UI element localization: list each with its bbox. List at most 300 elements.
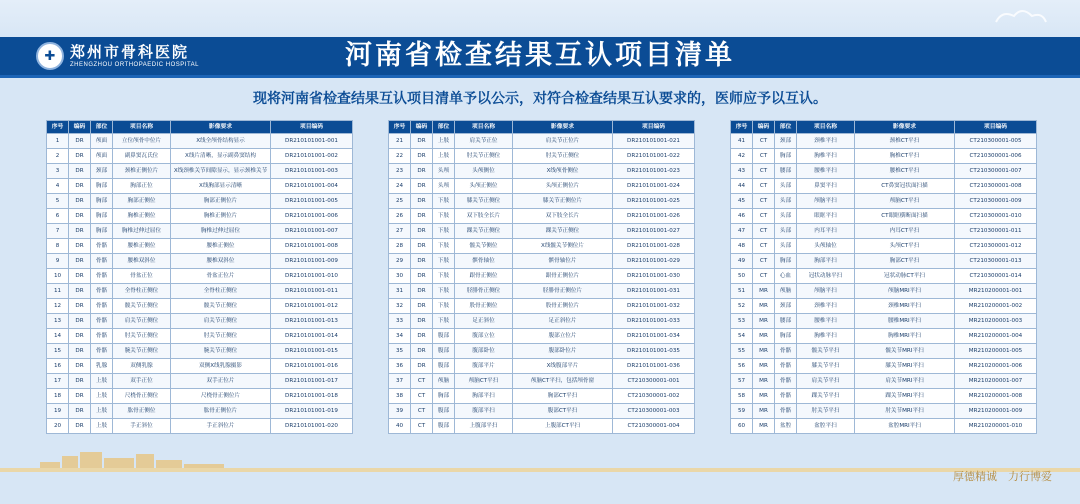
- table-cell: CT210300001-014: [955, 269, 1037, 284]
- table-cell: MR: [753, 389, 775, 404]
- table-row: [731, 194, 1037, 209]
- table-cell: CT眼眶横断面扫描: [855, 209, 955, 224]
- table-cell: DR: [411, 254, 433, 269]
- table-cell: X线片清晰，显示副鼻窦结构: [171, 149, 271, 164]
- footer-slogan: 厚德精诚 力行博爱: [953, 470, 1052, 483]
- table-cell: CT: [411, 404, 433, 419]
- table-cell: 上肢: [91, 404, 113, 419]
- table-cell: DR: [411, 209, 433, 224]
- table-row: [389, 329, 695, 344]
- table-cell: CT210300001-013: [955, 254, 1037, 269]
- table-cell: 跟骨正侧位片: [513, 269, 613, 284]
- table-cell: 头颅轴位: [797, 239, 855, 254]
- table-cell: X线胸部显示清晰: [171, 179, 271, 194]
- table-cell: 35: [389, 344, 411, 359]
- table-cell: CT210300001-010: [955, 209, 1037, 224]
- table-cell: 颈椎CT平扫: [855, 134, 955, 149]
- table-cell: 髋关节平扫: [797, 344, 855, 359]
- table-cell: 颅脑平扫: [797, 194, 855, 209]
- table-cell: 头颅CT平扫: [855, 239, 955, 254]
- table-cell: 双下肢全长片: [513, 209, 613, 224]
- table-cell: CT210300001-012: [955, 239, 1037, 254]
- table-cell: 3: [47, 164, 69, 179]
- table-row: [731, 134, 1037, 149]
- table-row: [389, 224, 695, 239]
- table-cell: DR210101001-014: [271, 329, 353, 344]
- table-cell: 49: [731, 254, 753, 269]
- table-cell: 25: [389, 194, 411, 209]
- table-cell: 下肢: [433, 194, 455, 209]
- table-cell: 37: [389, 374, 411, 389]
- table-cell: DR210101001-030: [613, 269, 695, 284]
- table-row: [47, 344, 353, 359]
- table-cell: 胸部CT平扫: [513, 389, 613, 404]
- table-cell: 肘关节正侧位: [513, 149, 613, 164]
- table-cell: 胸部CT平扫: [855, 254, 955, 269]
- table-cell: 颈部: [91, 164, 113, 179]
- table-cell: MR210200001-010: [955, 419, 1037, 434]
- table-cell: 腕关节正侧位: [171, 344, 271, 359]
- table-cell: CT210300001-007: [955, 164, 1037, 179]
- table-cell: 肩关节平扫: [797, 374, 855, 389]
- table-row: [389, 389, 695, 404]
- table-row: [731, 314, 1037, 329]
- table-cell: 腹部立位: [455, 329, 513, 344]
- table-cell: 胸部正位: [113, 179, 171, 194]
- table-cell: 冠状动脉CT平扫: [855, 269, 955, 284]
- table-row: [389, 374, 695, 389]
- table-cell: 肘关节MRI平扫: [855, 404, 955, 419]
- table-cell: 胸椎平扫: [797, 329, 855, 344]
- table-row: [389, 194, 695, 209]
- table-cell: 头颅: [433, 179, 455, 194]
- table-cell: CT210300001-006: [955, 149, 1037, 164]
- table-cell: CT鼻窦冠状面扫描: [855, 179, 955, 194]
- table-cell: 盆腔MRI平扫: [855, 419, 955, 434]
- table-cell: 踝关节正侧位: [513, 224, 613, 239]
- table-cell: 肘关节正侧位: [171, 329, 271, 344]
- table-cell: DR: [69, 209, 91, 224]
- table-cell: 胸部: [91, 224, 113, 239]
- table-cell: MR: [753, 344, 775, 359]
- items-table-1: [46, 120, 353, 434]
- table-row: [47, 359, 353, 374]
- table-cell: MR210200001-002: [955, 299, 1037, 314]
- table-cell: 腹部卧位片: [513, 344, 613, 359]
- table-cell: 腹部: [433, 419, 455, 434]
- table-cell: DR: [69, 284, 91, 299]
- table-cell: 22: [389, 149, 411, 164]
- column-header: 项目编码: [613, 121, 695, 134]
- table-cell: 髌骨轴位片: [513, 254, 613, 269]
- table-cell: DR210101001-021: [613, 134, 695, 149]
- table-row: [389, 209, 695, 224]
- table-cell: 11: [47, 284, 69, 299]
- table-cell: 48: [731, 239, 753, 254]
- table-cell: 颈椎平扫: [797, 299, 855, 314]
- table-row: [47, 239, 353, 254]
- table-cell: 39: [389, 404, 411, 419]
- table-cell: 胸部: [91, 194, 113, 209]
- table-row: [731, 269, 1037, 284]
- table-cell: 下肢: [433, 239, 455, 254]
- footer-band: [0, 468, 1080, 472]
- table-row: [47, 134, 353, 149]
- table-cell: 24: [389, 179, 411, 194]
- table-cell: DR210101001-027: [613, 224, 695, 239]
- table-cell: 盆腔平扫: [797, 419, 855, 434]
- table-cell: 31: [389, 284, 411, 299]
- table-cell: CT: [753, 254, 775, 269]
- table-cell: 颈椎MRI平扫: [855, 299, 955, 314]
- table-cell: CT210300001-011: [955, 224, 1037, 239]
- items-table-3: [730, 120, 1037, 434]
- table-cell: MR210200001-008: [955, 389, 1037, 404]
- table-cell: 上腹部平扫: [455, 419, 513, 434]
- table-row: [389, 134, 695, 149]
- table-cell: DR210101001-032: [613, 299, 695, 314]
- table-row: [731, 329, 1037, 344]
- table-row: [47, 254, 353, 269]
- table-row: [47, 269, 353, 284]
- table-cell: 胸部平扫: [455, 389, 513, 404]
- column-header: 部位: [91, 121, 113, 134]
- table-cell: 2: [47, 149, 69, 164]
- logo-english-name: ZHENGZHOU ORTHOPAEDIC HOSPITAL: [70, 61, 200, 68]
- table-cell: MR210200001-007: [955, 374, 1037, 389]
- table-cell: 鼻窦平扫: [797, 179, 855, 194]
- table-cell: MR: [753, 299, 775, 314]
- table-cell: 上腹部CT平扫: [513, 419, 613, 434]
- table-cell: 16: [47, 359, 69, 374]
- table-cell: 头部: [775, 224, 797, 239]
- table-cell: DR210101001-015: [271, 344, 353, 359]
- table-cell: DR: [411, 299, 433, 314]
- table-cell: 36: [389, 359, 411, 374]
- table-row: [389, 164, 695, 179]
- table-cell: 下肢: [433, 299, 455, 314]
- table-cell: 腰椎双斜位: [113, 254, 171, 269]
- table-cell: 骨骼: [91, 329, 113, 344]
- table-cell: 50: [731, 269, 753, 284]
- table-cell: 43: [731, 164, 753, 179]
- table-cell: 肘关节平扫: [797, 404, 855, 419]
- table-cell: DR210101001-005: [271, 194, 353, 209]
- table-cell: 30: [389, 269, 411, 284]
- table-cell: DR210101001-025: [613, 194, 695, 209]
- table-cell: 全脊柱正侧位: [171, 284, 271, 299]
- table-cell: 骨骼: [91, 344, 113, 359]
- table-cell: 股骨正侧位: [455, 299, 513, 314]
- table-cell: DR: [411, 284, 433, 299]
- table-row: [731, 374, 1037, 389]
- table-cell: 4: [47, 179, 69, 194]
- table-cell: 胸椎MRI平扫: [855, 329, 955, 344]
- table-cell: CT210300001-003: [613, 404, 695, 419]
- table-cell: DR210101001-002: [271, 149, 353, 164]
- table-cell: DR: [411, 269, 433, 284]
- table-cell: MR: [753, 404, 775, 419]
- table-cell: 头颅正侧位: [455, 179, 513, 194]
- table-cell: 颅脑: [775, 284, 797, 299]
- column-header: 影像要求: [513, 121, 613, 134]
- header-stripe: [0, 75, 1080, 78]
- table-row: [731, 404, 1037, 419]
- table-cell: 27: [389, 224, 411, 239]
- table-cell: CT210300001-005: [955, 134, 1037, 149]
- column-header: 影像要求: [171, 121, 271, 134]
- table-cell: 腰部: [775, 164, 797, 179]
- table-row: [47, 179, 353, 194]
- table-cell: DR210101001-019: [271, 404, 353, 419]
- table-cell: 腹部: [433, 329, 455, 344]
- table-row: [731, 299, 1037, 314]
- table-row: [389, 284, 695, 299]
- table-cell: DR: [411, 179, 433, 194]
- table-cell: DR: [69, 164, 91, 179]
- table-cell: 腰椎双斜位: [171, 254, 271, 269]
- table-cell: 下肢: [433, 224, 455, 239]
- table-cell: MR: [753, 419, 775, 434]
- table-row: [731, 239, 1037, 254]
- table-cell: X线全颅骨结构显示: [171, 134, 271, 149]
- table-cell: 8: [47, 239, 69, 254]
- table-cell: 下肢: [433, 269, 455, 284]
- table-row: [47, 404, 353, 419]
- column-header: 项目名称: [113, 121, 171, 134]
- table-cell: 胸部: [775, 254, 797, 269]
- table-cell: 41: [731, 134, 753, 149]
- table-cell: 立位颅骨中位片: [113, 134, 171, 149]
- table-cell: 20: [47, 419, 69, 434]
- table-cell: MR: [753, 359, 775, 374]
- table-cell: 肩关节正位: [455, 134, 513, 149]
- table-row: [389, 359, 695, 374]
- table-cell: 盆腔: [775, 419, 797, 434]
- table-cell: 9: [47, 254, 69, 269]
- table-cell: CT: [753, 179, 775, 194]
- table-cell: 颅脑: [433, 374, 455, 389]
- table-cell: 53: [731, 314, 753, 329]
- table-cell: DR: [69, 329, 91, 344]
- table-cell: DR210101001-017: [271, 374, 353, 389]
- table-cell: CT: [411, 419, 433, 434]
- table-cell: 胸椎正侧位片: [171, 209, 271, 224]
- table-cell: 髋关节正侧位: [113, 299, 171, 314]
- table-cell: 17: [47, 374, 69, 389]
- table-cell: 腰椎正侧位: [113, 239, 171, 254]
- table-cell: 52: [731, 299, 753, 314]
- table-row: [731, 209, 1037, 224]
- column-header: 编码: [411, 121, 433, 134]
- table-cell: DR210101001-010: [271, 269, 353, 284]
- table-cell: DR: [69, 179, 91, 194]
- table-cell: DR: [69, 134, 91, 149]
- table-cell: 颅脑平扫: [797, 284, 855, 299]
- table-cell: 颈椎平扫: [797, 134, 855, 149]
- table-cell: CT: [411, 389, 433, 404]
- table-row: [389, 179, 695, 194]
- table-row: [47, 374, 353, 389]
- table-cell: DR: [411, 164, 433, 179]
- table-cell: 膝关节正侧位片: [513, 194, 613, 209]
- table-cell: CT: [753, 239, 775, 254]
- table-cell: 19: [47, 404, 69, 419]
- table-cell: MR210200001-001: [955, 284, 1037, 299]
- table-cell: 内耳CT平扫: [855, 224, 955, 239]
- table-cell: DR: [411, 359, 433, 374]
- column-header: 序号: [47, 121, 69, 134]
- table-cell: 髋关节MRI平扫: [855, 344, 955, 359]
- table-cell: X线颈椎关节间隙显示，显示颈椎关节: [171, 164, 271, 179]
- table-cell: 颈部: [775, 299, 797, 314]
- table-cell: 头部: [775, 209, 797, 224]
- table-cell: 15: [47, 344, 69, 359]
- table-cell: DR: [411, 329, 433, 344]
- table-cell: 10: [47, 269, 69, 284]
- table-cell: DR210101001-003: [271, 164, 353, 179]
- table-cell: 34: [389, 329, 411, 344]
- table-cell: MR210200001-004: [955, 329, 1037, 344]
- table-cell: 42: [731, 149, 753, 164]
- table-cell: 全脊柱正侧位: [113, 284, 171, 299]
- table-cell: DR210101001-034: [613, 329, 695, 344]
- table-cell: DR210101001-028: [613, 239, 695, 254]
- table-cell: 腹部平片: [455, 359, 513, 374]
- table-cell: 头颅侧位: [455, 164, 513, 179]
- table-cell: DR210101001-008: [271, 239, 353, 254]
- table-cell: 肩关节MRI平扫: [855, 374, 955, 389]
- table-cell: 26: [389, 209, 411, 224]
- column-header: 项目名称: [797, 121, 855, 134]
- table-row: [389, 404, 695, 419]
- table-cell: 尺桡骨正侧位: [113, 389, 171, 404]
- table-cell: 骨骼: [91, 314, 113, 329]
- table-cell: 13: [47, 314, 69, 329]
- table-cell: 骨骼: [775, 344, 797, 359]
- table-cell: 骨骼: [91, 254, 113, 269]
- table-cell: 胸椎过伸过屈位: [171, 224, 271, 239]
- table-cell: 胸部正侧位片: [171, 194, 271, 209]
- table-cell: 45: [731, 194, 753, 209]
- table-cell: 手正斜位片: [171, 419, 271, 434]
- table-cell: 内耳平扫: [797, 224, 855, 239]
- table-cell: 肩关节正侧位: [171, 314, 271, 329]
- table-cell: DR: [411, 344, 433, 359]
- table-cell: CT210300001-004: [613, 419, 695, 434]
- page-title: 河南省检查结果互认项目清单: [345, 40, 735, 71]
- table-cell: 肘关节正侧位: [455, 149, 513, 164]
- table-cell: DR210101001-013: [271, 314, 353, 329]
- table-cell: MR: [753, 314, 775, 329]
- table-cell: MR210200001-006: [955, 359, 1037, 374]
- table-cell: 56: [731, 359, 753, 374]
- items-table-2: [388, 120, 695, 434]
- table-cell: 骨骼: [91, 284, 113, 299]
- table-cell: DR210101001-033: [613, 314, 695, 329]
- table-cell: 46: [731, 209, 753, 224]
- table-cell: DR210101001-022: [613, 149, 695, 164]
- table-cell: 下肢: [433, 314, 455, 329]
- table-cell: DR210101001-011: [271, 284, 353, 299]
- table-cell: DR210101001-007: [271, 224, 353, 239]
- table-cell: 骨骼: [91, 269, 113, 284]
- column-header: 序号: [389, 121, 411, 134]
- table-cell: 21: [389, 134, 411, 149]
- table-cell: 膝关节平扫: [797, 359, 855, 374]
- table-cell: 肱骨正侧位片: [171, 404, 271, 419]
- table-row: [731, 419, 1037, 434]
- table-cell: 腹部平扫: [455, 404, 513, 419]
- table-cell: 胸椎正侧位: [113, 209, 171, 224]
- table-cell: 下肢: [433, 254, 455, 269]
- table-cell: CT210300001-002: [613, 389, 695, 404]
- table-cell: 乳腺: [91, 359, 113, 374]
- table-row: [389, 314, 695, 329]
- table-cell: 头部: [775, 179, 797, 194]
- table-cell: 颅面: [91, 149, 113, 164]
- column-header: 项目名称: [455, 121, 513, 134]
- table-cell: 57: [731, 374, 753, 389]
- table-cell: 29: [389, 254, 411, 269]
- column-header: 序号: [731, 121, 753, 134]
- table-cell: 骨骼: [775, 389, 797, 404]
- table-cell: CT: [753, 149, 775, 164]
- column-header: 影像要求: [855, 121, 955, 134]
- table-cell: DR210101001-024: [613, 179, 695, 194]
- column-header: 编码: [69, 121, 91, 134]
- table-cell: 双侧乳腺: [113, 359, 171, 374]
- table-cell: CT: [411, 374, 433, 389]
- table-cell: DR210101001-018: [271, 389, 353, 404]
- table-cell: 颅脑MRI平扫: [855, 284, 955, 299]
- table-cell: DR: [69, 299, 91, 314]
- table-cell: 上肢: [91, 389, 113, 404]
- table-cell: DR: [411, 149, 433, 164]
- table-cell: 骨骼: [775, 359, 797, 374]
- table-cell: CT: [753, 134, 775, 149]
- table-row: [731, 254, 1037, 269]
- table-cell: 骨骼: [775, 404, 797, 419]
- table-cell: 腰椎正侧位: [171, 239, 271, 254]
- table-cell: DR210101001-020: [271, 419, 353, 434]
- table-cell: MR210200001-005: [955, 344, 1037, 359]
- table-row: [731, 359, 1037, 374]
- table-cell: 51: [731, 284, 753, 299]
- table-cell: CT210300001-008: [955, 179, 1037, 194]
- table-cell: DR210101001-029: [613, 254, 695, 269]
- table-cell: 髋关节侧位: [455, 239, 513, 254]
- table-cell: DR210101001-031: [613, 284, 695, 299]
- table-cell: DR210101001-016: [271, 359, 353, 374]
- table-cell: 头颅正侧位片: [513, 179, 613, 194]
- table-row: [47, 314, 353, 329]
- table-cell: 骨骼: [91, 299, 113, 314]
- table-row: [47, 419, 353, 434]
- table-cell: 胸椎平扫: [797, 149, 855, 164]
- table-cell: 32: [389, 299, 411, 314]
- table-row: [731, 284, 1037, 299]
- table-row: [389, 344, 695, 359]
- table-cell: 双手正位: [113, 374, 171, 389]
- table-cell: 肩关节正侧位: [113, 314, 171, 329]
- column-header: 项目编码: [271, 121, 353, 134]
- table-cell: 骨盆正位片: [171, 269, 271, 284]
- table-cell: DR: [69, 194, 91, 209]
- table-cell: X线腹部平片: [513, 359, 613, 374]
- table-cell: 双侧X线乳腺摄影: [171, 359, 271, 374]
- table-cell: 44: [731, 179, 753, 194]
